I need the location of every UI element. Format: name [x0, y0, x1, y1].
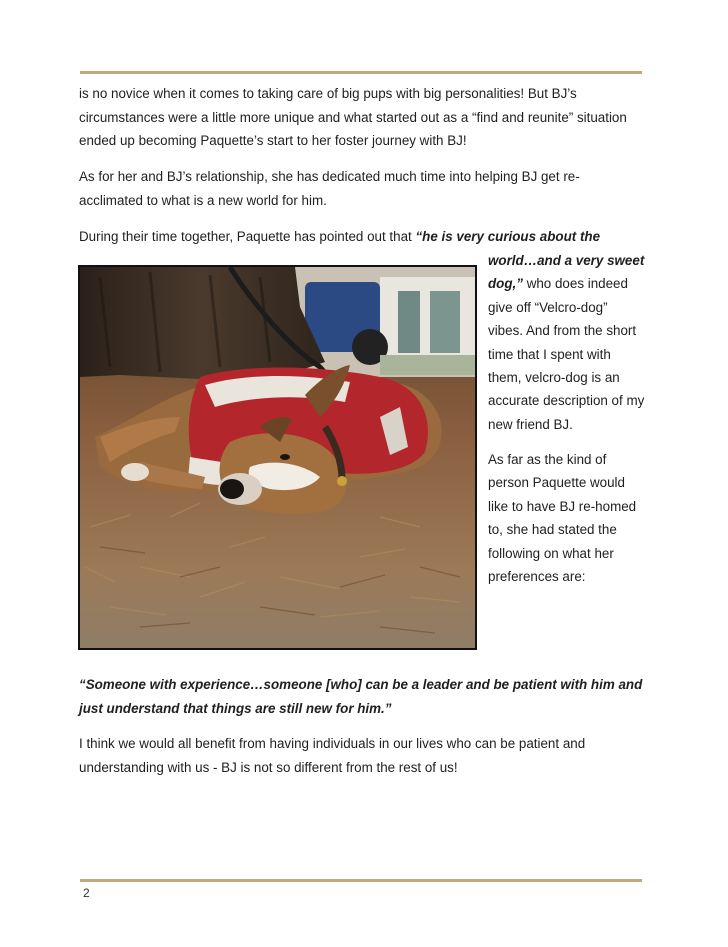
paragraph-curious-lead [79, 225, 643, 249]
curious-lead-text: During their time together, Paquette has pointed out that [79, 229, 416, 244]
top-divider [80, 71, 642, 74]
paragraph-preferences: As far as the kind of person Paquette would like to have BJ re-homed to, she had stated the following on what her preferences are: [488, 452, 637, 585]
page-number: 2 [83, 886, 90, 900]
curious-quote-end: world…and a very sweet dog,” [488, 253, 645, 292]
paragraph-relationship: As for her and BJ’s relationship, she has dedicated much time into helping BJ get re-acclimated to what is a new world for him. [79, 169, 580, 208]
paragraph-curious-continued [488, 249, 646, 436]
curious-quote-start: “he is very curious about the [415, 229, 601, 244]
dog-photo [78, 265, 477, 650]
paragraph-closing: I think we would all benefit from having individuals in our lives who can be patient and understanding with us - BJ is not so different from the rest of us! [79, 736, 586, 775]
foster-quote [79, 673, 643, 720]
foster-quote-text: “Someone with experience…someone [who] can be a leader and be patient with him and just understand that things are still new for him.” [79, 677, 643, 716]
paragraph-intro: is no novice when it comes to taking care of big pups with big personalities! But BJ’s circumstances were a little more unique and what started out as a “find and reunite” situation ended up becoming Paquette’s start to her foster journey with BJ! [79, 86, 627, 149]
dog-photo-illustration [80, 267, 475, 648]
velcro-dog-text: who does indeed give off “Velcro-dog” vibes. And from the short time that I spent with them, velcro-dog is an accurate description of my new friend BJ. [488, 276, 645, 432]
bottom-divider [80, 879, 642, 882]
